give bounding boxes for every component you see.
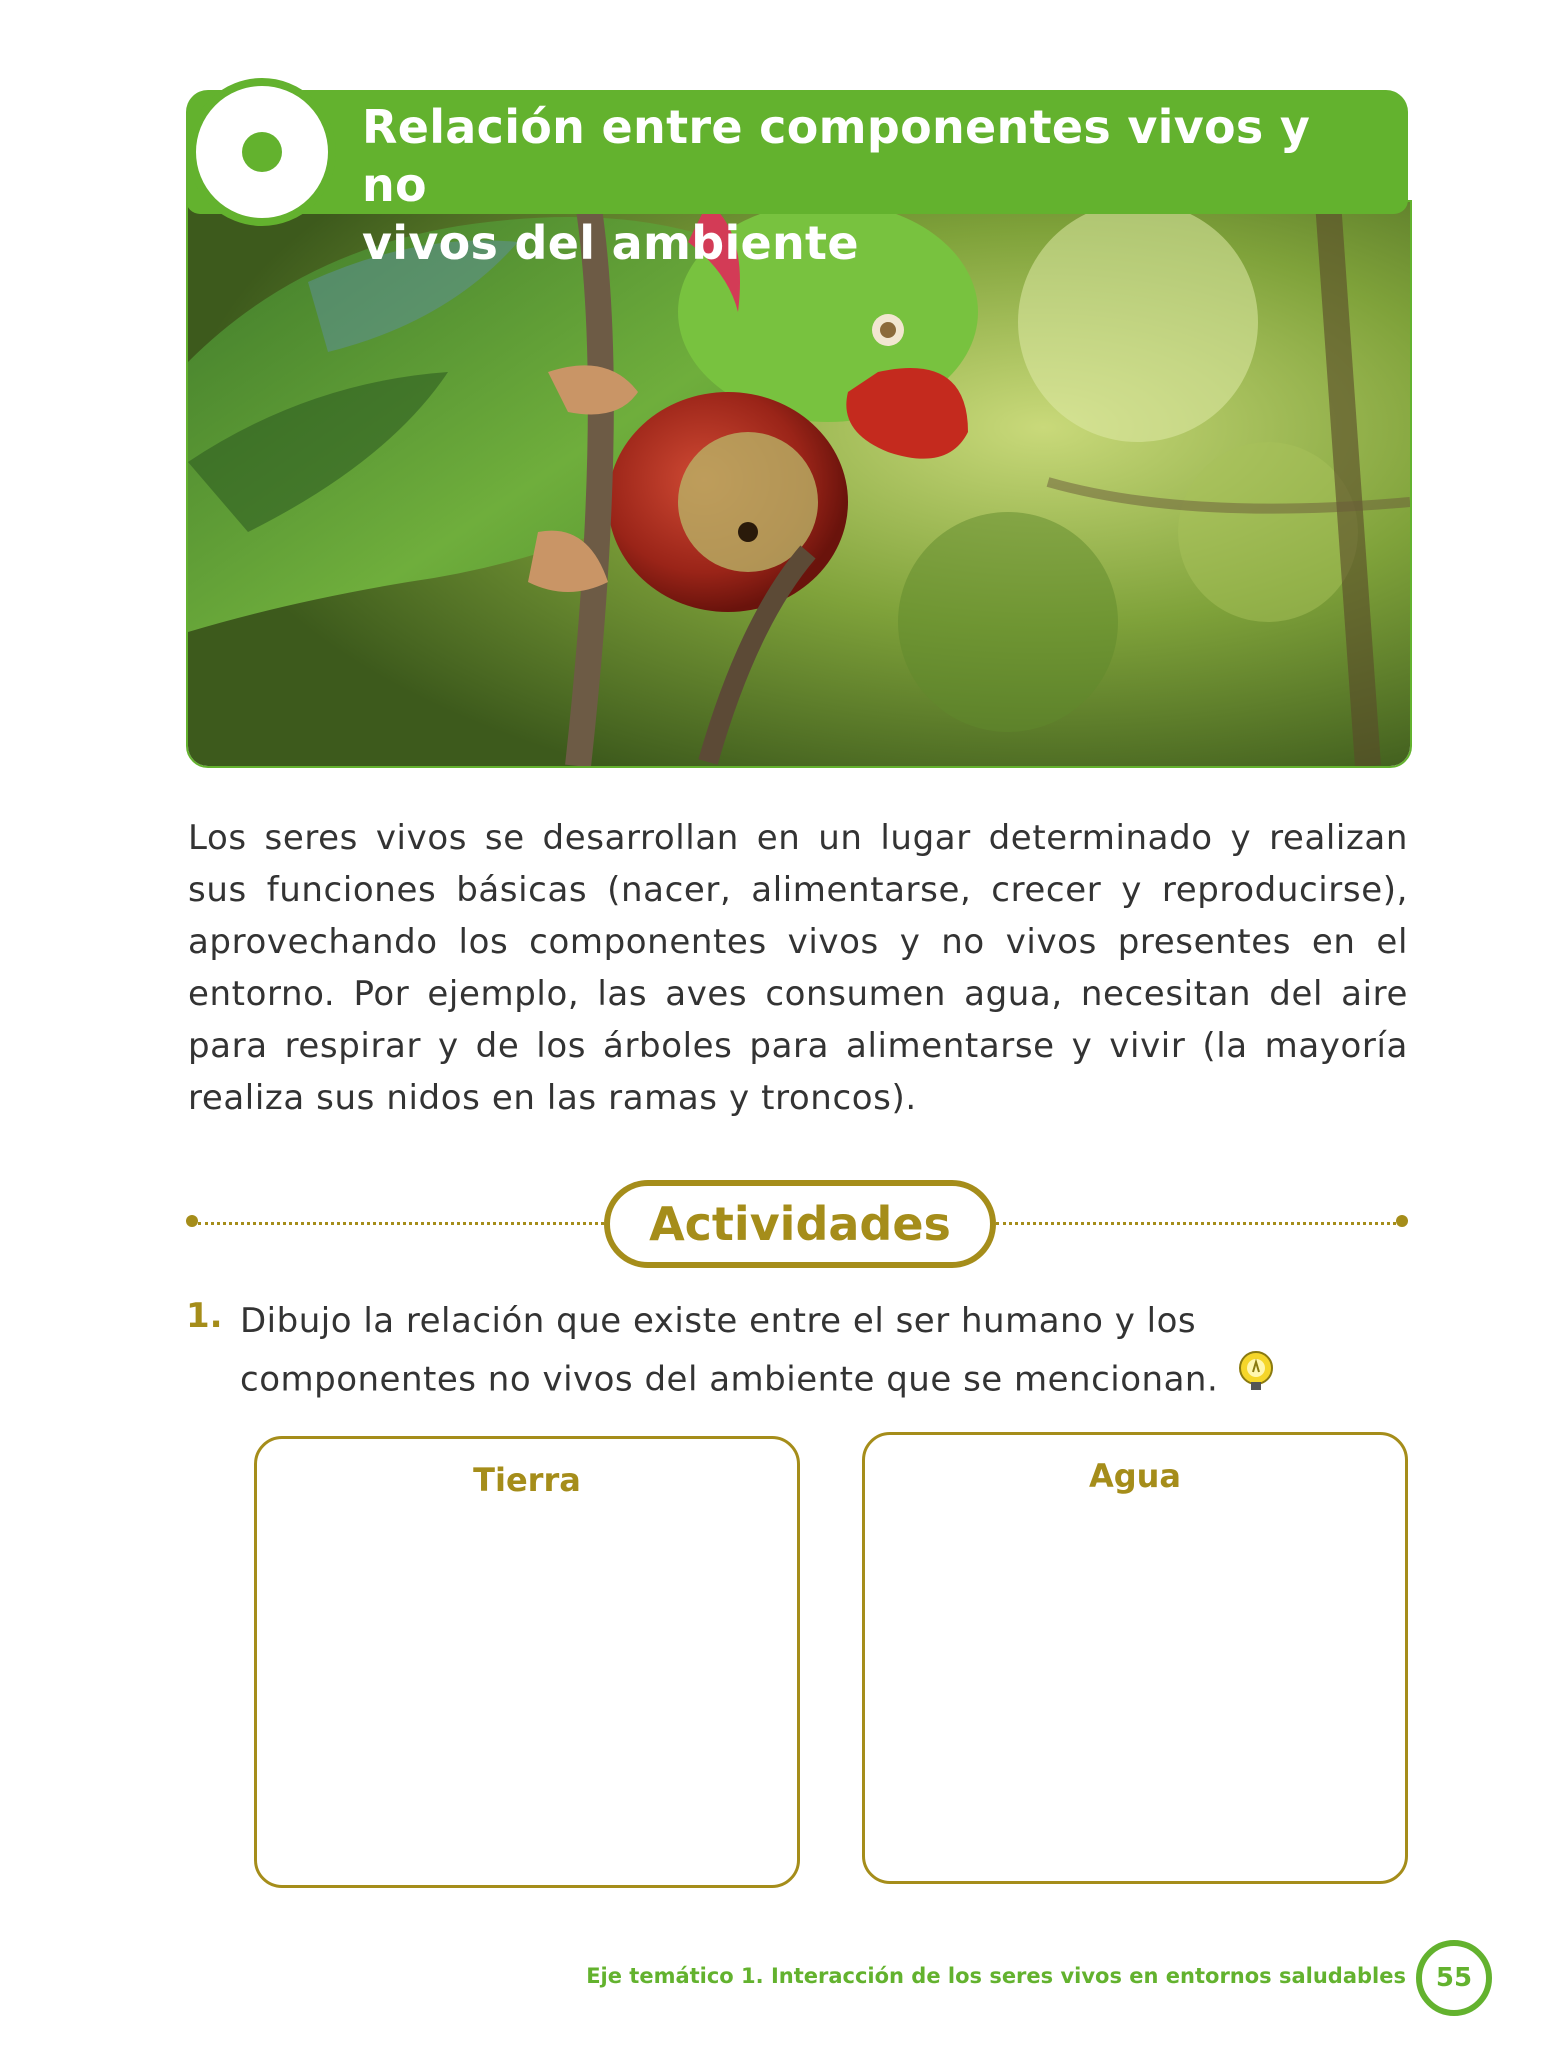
page-title-line-1: Relación entre componentes vivos y no (362, 100, 1311, 212)
question-text (240, 1292, 1410, 1412)
banner-dot (242, 132, 282, 172)
question-text-label: Dibujo la relación que existe entre el ser humano y los componentes no vivos del ambiente que se mencionan. (240, 1301, 1219, 1400)
page-number: 55 (1435, 1963, 1473, 1993)
banner-circle-icon (188, 78, 336, 226)
page-title-line-2: vivos del ambiente (362, 216, 859, 270)
divider-dot-left (186, 1215, 198, 1227)
drawing-box-tierra[interactable] (254, 1436, 800, 1888)
activities-heading (604, 1180, 996, 1268)
box-title-tierra: Tierra (473, 1461, 581, 1499)
divider-dot-right (1396, 1215, 1408, 1227)
lightbulb-icon (1236, 1350, 1276, 1412)
page-number-badge (1416, 1940, 1492, 2016)
question-number: 1. (186, 1296, 223, 1336)
footer-section-title: Eje temático 1. Interacción de los seres vivos en entornos saludables (586, 1964, 1406, 1988)
box-title-agua: Agua (1088, 1457, 1182, 1495)
drawing-box-agua[interactable] (862, 1432, 1408, 1884)
intro-paragraph: Los seres vivos se desarrollan en un lugar determinado y realizan sus funciones básicas (nacer, alimentarse, crecer y reproducirse), aprovechando los componentes vivos y no vivos presentes en el entorno. Por ejemplo, las aves consumen agua, necesitan del aire para respirar y de los árboles para alimentarse y vivir (la mayoría realiza sus nidos en las ramas y troncos). (188, 818, 1408, 1118)
divider-line-left (198, 1222, 604, 1225)
page-title (362, 98, 1382, 272)
activities-heading-label: Actividades (649, 1197, 951, 1251)
parrot-photo (186, 200, 1412, 768)
divider-line-right (996, 1222, 1396, 1225)
